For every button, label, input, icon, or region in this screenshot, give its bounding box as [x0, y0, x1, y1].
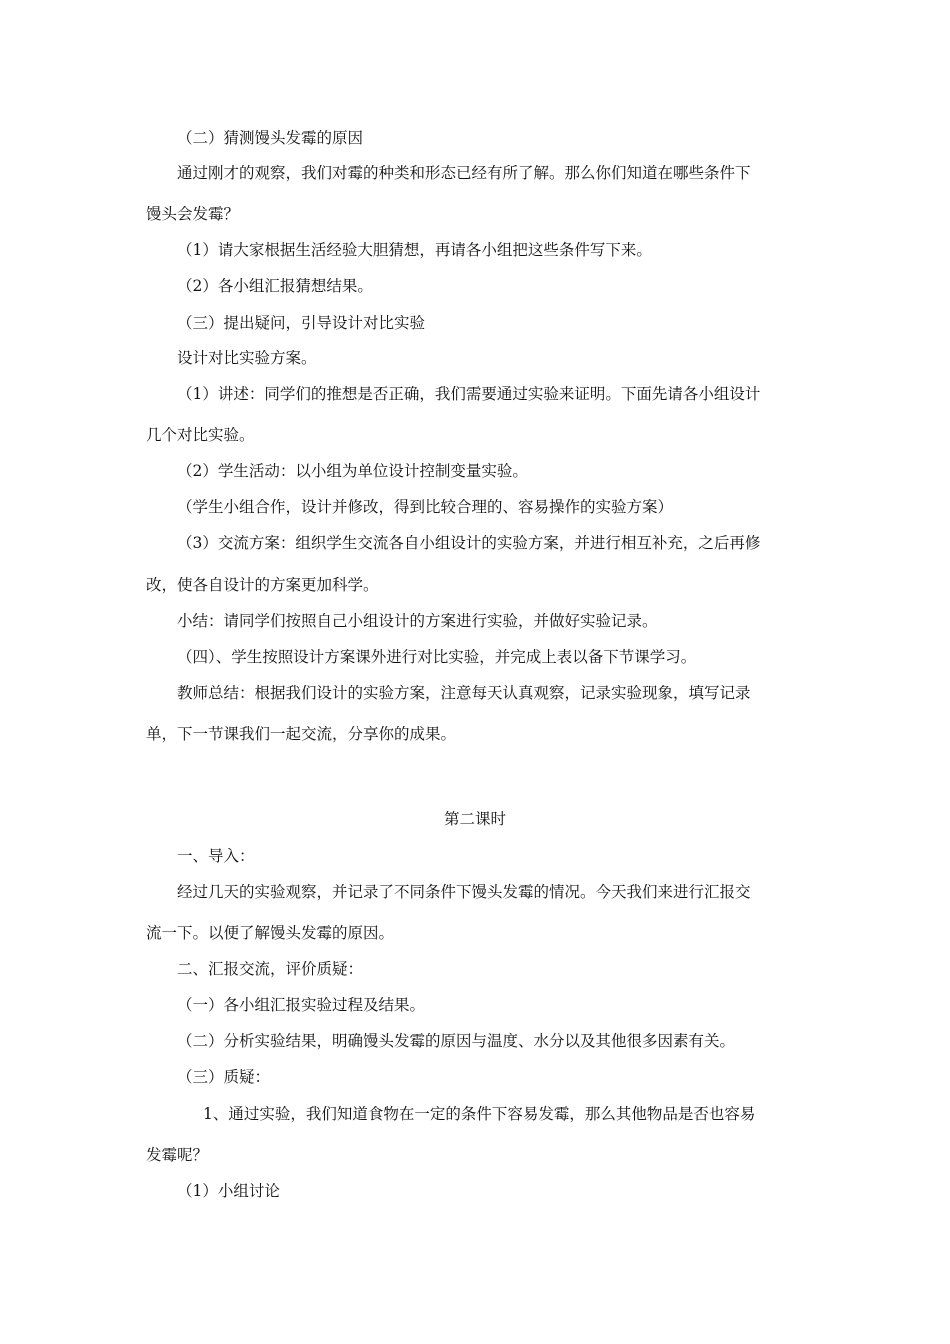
paragraph-line: 设计对比实验方案。	[177, 349, 317, 367]
section-heading-four: （四）、学生按照设计方案课外进行对比实验，并完成上表以备下节课学习。	[177, 648, 697, 666]
list-item: （一）各小组汇报实验过程及结果。	[177, 996, 426, 1014]
paragraph-line: 馒头会发霉？	[146, 205, 240, 223]
section-heading-intro: 一、导入：	[177, 847, 255, 865]
paragraph-line: 教师总结：根据我们设计的实验方案，注意每天认真观察，记录实验现象，填写记录	[177, 684, 751, 702]
paragraph-line: 发霉呢？	[146, 1146, 209, 1164]
paragraph-line: 几个对比实验。	[146, 426, 255, 444]
summary-text: 小结：请同学们按照自己小组设计的方案进行实验，并做好实验记录。	[177, 612, 658, 630]
paragraph-line: （学生小组合作，设计并修改，得到比较合理的、容易操作的实验方案）	[177, 498, 674, 516]
paragraph-line: 1、通过实验，我们知道食物在一定的条件下容易发霉，那么其他物品是否也容易	[203, 1105, 756, 1123]
list-item: （1）讲述：同学们的推想是否正确，我们需要通过实验来证明。下面先请各小组设计	[177, 385, 761, 403]
list-item: （2）各小组汇报猜想结果。	[177, 277, 373, 295]
paragraph-line: 流一下。以便了解馒头发霉的原因。	[146, 924, 395, 942]
paragraph-line: 通过刚才的观察，我们对霉的种类和形态已经有所了解。那么你们知道在哪些条件下	[177, 164, 751, 182]
lesson-title: 第二课时	[443, 810, 506, 828]
list-item: （3）交流方案：组织学生交流各自小组设计的实验方案，并进行相互补充，之后再修	[177, 534, 761, 552]
paragraph-line: 改，使各自设计的方案更加科学。	[146, 576, 379, 594]
list-item: （2）学生活动：以小组为单位设计控制变量实验。	[177, 462, 528, 480]
section-heading-guess: （二）猜测馒头发霉的原因	[177, 129, 364, 147]
list-item: （1）小组讨论	[177, 1182, 280, 1200]
paragraph-line: 经过几天的实验观察，并记录了不同条件下馒头发霉的情况。今天我们来进行汇报交	[177, 883, 751, 901]
list-item: （二）分析实验结果，明确馒头发霉的原因与温度、水分以及其他很多因素有关。	[177, 1032, 736, 1050]
list-item: （1）请大家根据生活经验大胆猜想，再请各小组把这些条件写下来。	[177, 241, 652, 259]
paragraph-line: 单，下一节课我们一起交流，分享你的成果。	[146, 725, 457, 743]
list-item: （三）质疑：	[177, 1068, 271, 1086]
section-heading-report: 二、汇报交流，评价质疑：	[177, 960, 364, 978]
section-heading-question: （三）提出疑问，引导设计对比实验	[177, 314, 426, 332]
